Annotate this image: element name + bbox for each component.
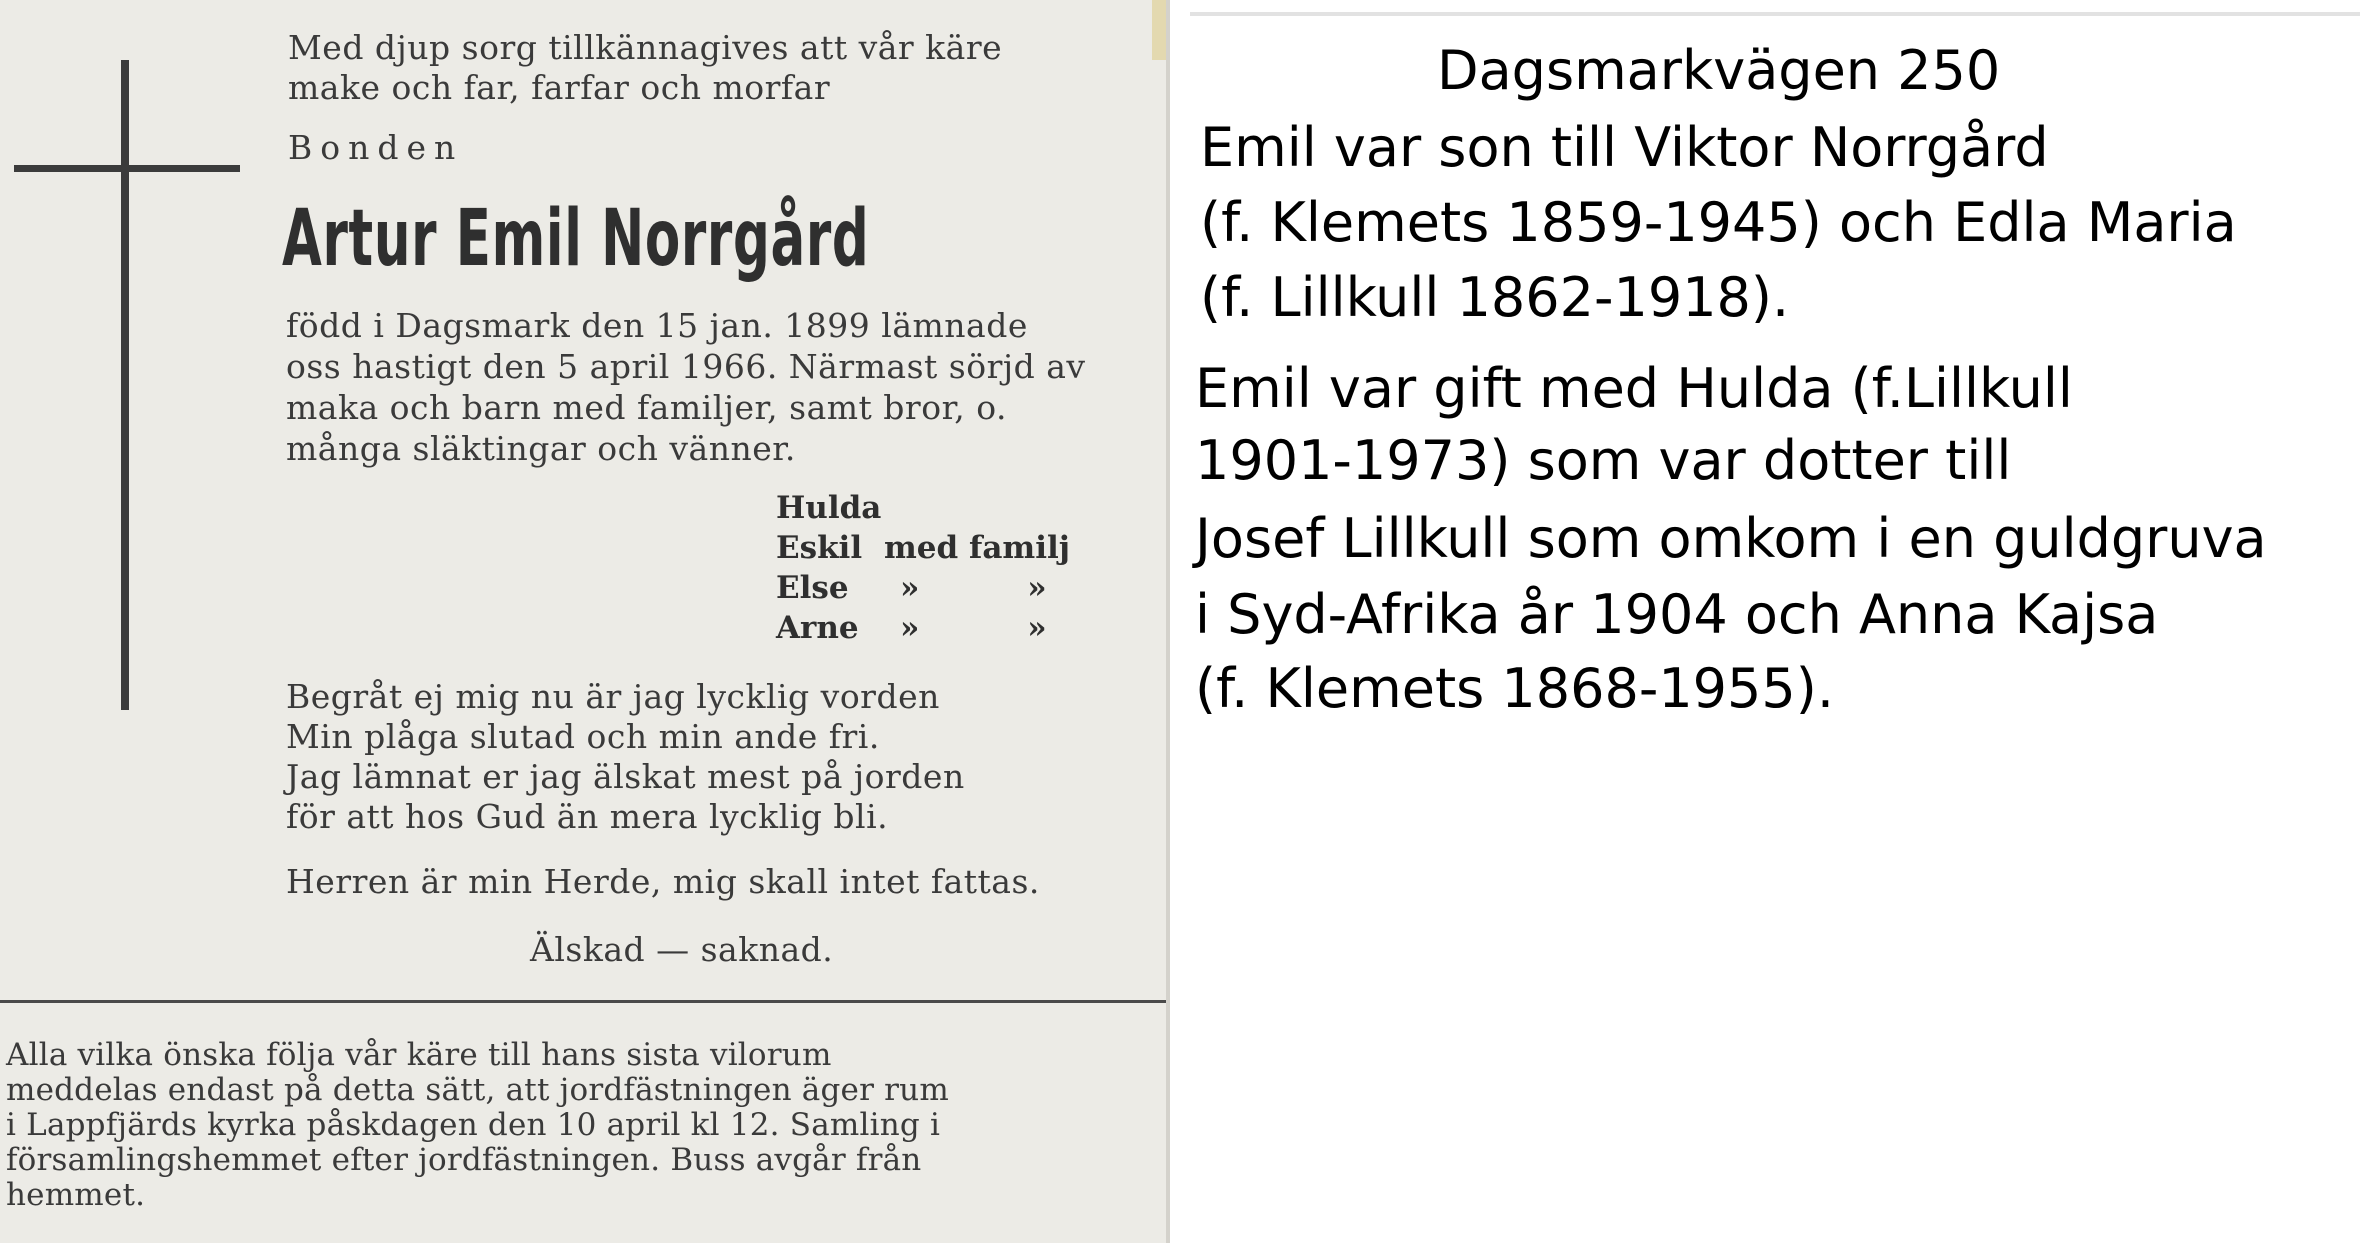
body-line-1: född i Dagsmark den 15 jan. 1899 lämnade: [286, 306, 1028, 345]
mourner-name: Hulda: [776, 490, 882, 526]
scan-edge-line: [1190, 12, 2360, 16]
notice-line-3: i Lappfjärds kyrka påskdagen den 10 april kl 12. Samling i: [6, 1107, 941, 1143]
intro-line-1: Med djup sorg tillkännagives att vår käre: [288, 28, 1003, 67]
poem-line-4: för att hos Gud än mera lycklig bli.: [286, 797, 889, 836]
cross-icon-horizontal: [14, 165, 240, 172]
notes-paragraph1-line-1: Emil var son till Viktor Norrgård: [1200, 116, 2049, 179]
mourner-suffix: » »: [900, 610, 1047, 646]
notice-line-1: Alla vilka önska följa vår käre till hans sista vilorum: [6, 1037, 832, 1073]
notes-panel: [1175, 0, 2369, 1243]
mourner-name: Eskil: [776, 530, 863, 566]
notes-paragraph2-line-1: Emil var gift med Hulda (f.Lillkull: [1195, 357, 2073, 420]
body-line-3: maka och barn med familjer, samt bror, o.: [286, 388, 1007, 427]
notes-paragraph1-line-2: (f. Klemets 1859-1945) och Edla Maria: [1200, 191, 2237, 254]
notice-line-2: meddelas endast på detta sätt, att jordfästningen äger rum: [6, 1072, 949, 1108]
cross-icon-vertical: [121, 60, 129, 710]
intro-line-2: make och far, farfar och morfar: [288, 68, 831, 107]
deceased-name: Artur Emil Norrgård: [282, 194, 870, 284]
poem-line-3: Jag lämnat er jag älskat mest på jorden: [286, 757, 965, 796]
body-line-2: oss hastigt den 5 april 1966. Närmast sörjd av: [286, 347, 1086, 386]
psalm-line: Herren är min Herde, mig skall intet fattas.: [286, 862, 1040, 901]
notes-paragraph2-line-4: i Syd-Afrika år 1904 och Anna Kajsa: [1195, 583, 2159, 646]
notes-paragraph2-line-2: 1901-1973) som var dotter till: [1195, 429, 2012, 492]
mourner-name: Else: [776, 570, 849, 606]
closing-line: Älskad — saknad.: [530, 930, 834, 969]
notes-paragraph2-line-5: (f. Klemets 1868-1955).: [1195, 657, 1834, 720]
title-prefix: Bonden: [288, 128, 464, 167]
obituary-clipping: [0, 0, 1170, 1243]
poem-line-1: Begråt ej mig nu är jag lycklig vorden: [286, 677, 940, 716]
body-line-4: många släktingar och vänner.: [286, 429, 796, 468]
divider-line: [0, 1000, 1166, 1003]
notes-paragraph2-line-3: Josef Lillkull som omkom i en guldgruva: [1195, 507, 2267, 570]
notice-line-5: hemmet.: [6, 1177, 146, 1213]
clipping-edge: [1166, 0, 1170, 1243]
poem-line-2: Min plåga slutad och min ande fri.: [286, 717, 880, 756]
mourner-suffix: » »: [900, 570, 1047, 606]
notes-heading: Dagsmarkvägen 250: [1437, 39, 2001, 102]
mourner-suffix: med familj: [884, 530, 1070, 566]
notice-line-4: församlingshemmet efter jordfästningen. Buss avgår från: [6, 1142, 922, 1178]
notes-paragraph1-line-3: (f. Lillkull 1862-1918).: [1200, 266, 1790, 329]
mourner-name: Arne: [776, 610, 859, 646]
